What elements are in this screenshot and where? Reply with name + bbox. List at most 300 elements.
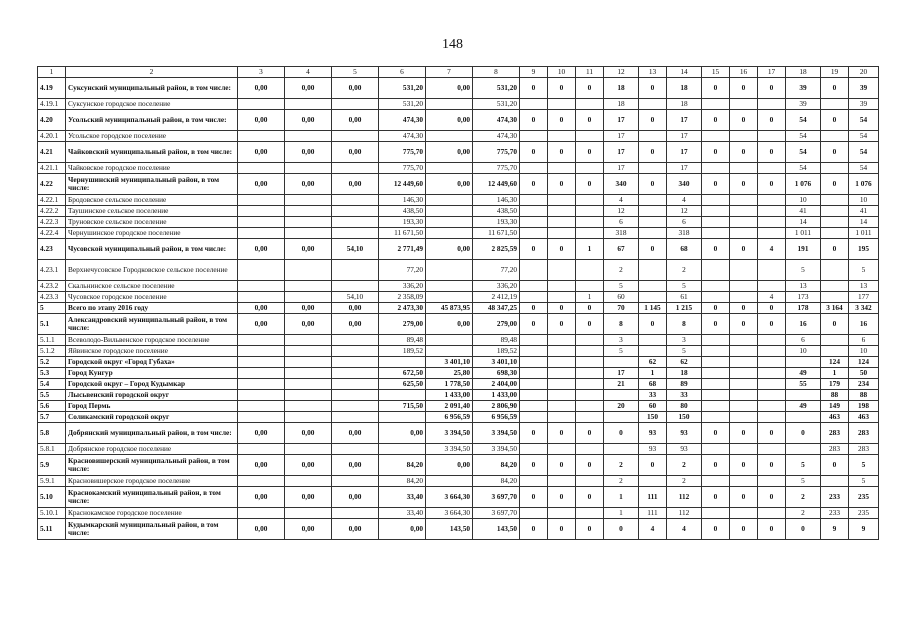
value-cell bbox=[548, 401, 576, 412]
value-cell: 0 bbox=[730, 487, 758, 508]
row-name-cell: Чайковский муниципальный район, в том числе: bbox=[66, 142, 238, 163]
value-cell: 14 bbox=[786, 217, 821, 228]
column-number-cell: 15 bbox=[702, 67, 730, 78]
value-cell bbox=[285, 401, 332, 412]
value-cell: 39 bbox=[786, 78, 821, 99]
value-cell: 1 145 bbox=[639, 303, 667, 314]
value-cell: 17 bbox=[604, 142, 639, 163]
value-cell: 2 806,90 bbox=[473, 401, 520, 412]
value-cell: 0,00 bbox=[285, 519, 332, 540]
value-cell: 6 bbox=[786, 335, 821, 346]
value-cell bbox=[702, 401, 730, 412]
value-cell bbox=[821, 195, 849, 206]
value-cell: 0 bbox=[548, 519, 576, 540]
value-cell: 61 bbox=[667, 292, 702, 303]
row-code-cell: 5.8.1 bbox=[38, 444, 66, 455]
value-cell bbox=[821, 228, 849, 239]
value-cell: 177 bbox=[849, 292, 879, 303]
value-cell bbox=[520, 163, 548, 174]
value-cell: 5 bbox=[786, 260, 821, 281]
value-cell: 17 bbox=[667, 110, 702, 131]
value-cell: 41 bbox=[849, 206, 879, 217]
value-cell: 93 bbox=[639, 423, 667, 444]
value-cell bbox=[730, 163, 758, 174]
column-number-cell: 5 bbox=[332, 67, 379, 78]
value-cell: 3 401,10 bbox=[426, 357, 473, 368]
value-cell: 173 bbox=[786, 292, 821, 303]
value-cell bbox=[639, 335, 667, 346]
value-cell: 4 bbox=[758, 239, 786, 260]
value-cell bbox=[702, 508, 730, 519]
value-cell bbox=[821, 346, 849, 357]
value-cell: 0 bbox=[576, 142, 604, 163]
value-cell: 0 bbox=[758, 110, 786, 131]
value-cell: 0 bbox=[758, 423, 786, 444]
value-cell: 3 394,50 bbox=[426, 444, 473, 455]
value-cell: 45 873,95 bbox=[426, 303, 473, 314]
value-cell: 5 bbox=[604, 281, 639, 292]
table-row bbox=[38, 508, 879, 519]
value-cell bbox=[730, 508, 758, 519]
value-cell bbox=[332, 99, 379, 110]
value-cell bbox=[332, 163, 379, 174]
value-cell: 3 bbox=[604, 335, 639, 346]
value-cell: 54,10 bbox=[332, 239, 379, 260]
value-cell: 54 bbox=[786, 142, 821, 163]
row-code-cell: 5.1 bbox=[38, 314, 66, 335]
value-cell bbox=[426, 217, 473, 228]
value-cell: 0 bbox=[702, 455, 730, 476]
value-cell: 0 bbox=[639, 142, 667, 163]
column-number-cell: 18 bbox=[786, 67, 821, 78]
value-cell: 0 bbox=[730, 142, 758, 163]
row-name-cell: Яйвинское городское поселение bbox=[66, 346, 238, 357]
value-cell bbox=[520, 335, 548, 346]
value-cell bbox=[238, 195, 285, 206]
value-cell: 0,00 bbox=[285, 110, 332, 131]
column-number-cell: 16 bbox=[730, 67, 758, 78]
value-cell: 5 bbox=[786, 455, 821, 476]
value-cell: 0 bbox=[758, 455, 786, 476]
row-name-cell: Город Кунгур bbox=[66, 368, 238, 379]
value-cell: 1 433,00 bbox=[426, 390, 473, 401]
value-cell bbox=[639, 131, 667, 142]
value-cell: 12 449,60 bbox=[473, 174, 520, 195]
value-cell: 54 bbox=[786, 163, 821, 174]
value-cell bbox=[426, 292, 473, 303]
value-cell: 1 215 bbox=[667, 303, 702, 314]
value-cell bbox=[758, 99, 786, 110]
row-code-cell: 4.22 bbox=[38, 174, 66, 195]
value-cell: 0 bbox=[548, 174, 576, 195]
value-cell: 48 347,25 bbox=[473, 303, 520, 314]
value-cell: 0 bbox=[548, 303, 576, 314]
value-cell bbox=[238, 357, 285, 368]
value-cell: 0,00 bbox=[379, 519, 426, 540]
value-cell: 318 bbox=[667, 228, 702, 239]
value-cell: 0 bbox=[548, 110, 576, 131]
value-cell: 0 bbox=[702, 487, 730, 508]
row-name-cell: Городской округ – Город Кудымкар bbox=[66, 379, 238, 390]
value-cell: 18 bbox=[667, 99, 702, 110]
value-cell bbox=[520, 357, 548, 368]
value-cell: 8 bbox=[604, 314, 639, 335]
value-cell bbox=[238, 281, 285, 292]
value-cell: 17 bbox=[604, 163, 639, 174]
value-cell: 438,50 bbox=[473, 206, 520, 217]
column-number-row bbox=[38, 67, 879, 78]
value-cell: 0,00 bbox=[238, 487, 285, 508]
value-cell: 124 bbox=[821, 357, 849, 368]
table-row bbox=[38, 401, 879, 412]
value-cell: 0,00 bbox=[332, 455, 379, 476]
value-cell: 0 bbox=[576, 110, 604, 131]
table-row bbox=[38, 455, 879, 476]
value-cell: 5 bbox=[604, 346, 639, 357]
value-cell bbox=[576, 99, 604, 110]
value-cell: 283 bbox=[821, 444, 849, 455]
row-name-cell: Чусовской муниципальный район, в том числе: bbox=[66, 239, 238, 260]
value-cell bbox=[548, 444, 576, 455]
row-name-cell: Верхнечусовское Городковское сельское поселение bbox=[66, 260, 238, 281]
value-cell: 25,80 bbox=[426, 368, 473, 379]
column-number-cell: 20 bbox=[849, 67, 879, 78]
row-name-cell: Кудымкарский муниципальный район, в том числе: bbox=[66, 519, 238, 540]
value-cell: 1 bbox=[639, 368, 667, 379]
value-cell: 77,20 bbox=[473, 260, 520, 281]
value-cell: 93 bbox=[667, 423, 702, 444]
row-name-cell: Бродовское сельское поселение bbox=[66, 195, 238, 206]
value-cell: 474,30 bbox=[379, 131, 426, 142]
value-cell bbox=[758, 412, 786, 423]
value-cell: 0 bbox=[730, 303, 758, 314]
value-cell bbox=[285, 476, 332, 487]
value-cell bbox=[702, 379, 730, 390]
value-cell bbox=[758, 260, 786, 281]
value-cell: 2 358,09 bbox=[379, 292, 426, 303]
value-cell bbox=[786, 357, 821, 368]
value-cell: 111 bbox=[639, 487, 667, 508]
value-cell: 39 bbox=[849, 78, 879, 99]
value-cell bbox=[332, 228, 379, 239]
value-cell bbox=[548, 195, 576, 206]
value-cell bbox=[576, 390, 604, 401]
value-cell: 234 bbox=[849, 379, 879, 390]
value-cell bbox=[730, 412, 758, 423]
value-cell bbox=[604, 390, 639, 401]
value-cell bbox=[730, 292, 758, 303]
value-cell bbox=[702, 195, 730, 206]
table-row bbox=[38, 99, 879, 110]
value-cell: 0 bbox=[639, 110, 667, 131]
value-cell: 775,70 bbox=[473, 142, 520, 163]
row-code-cell: 5.10.1 bbox=[38, 508, 66, 519]
value-cell: 111 bbox=[639, 508, 667, 519]
value-cell: 33,40 bbox=[379, 487, 426, 508]
table-row bbox=[38, 444, 879, 455]
value-cell: 3 394,50 bbox=[426, 423, 473, 444]
value-cell: 11 671,50 bbox=[379, 228, 426, 239]
value-cell: 0,00 bbox=[238, 519, 285, 540]
value-cell: 0,00 bbox=[426, 314, 473, 335]
value-cell bbox=[730, 346, 758, 357]
value-cell bbox=[426, 163, 473, 174]
row-code-cell: 5.10 bbox=[38, 487, 66, 508]
value-cell bbox=[520, 292, 548, 303]
value-cell: 0 bbox=[821, 239, 849, 260]
row-code-cell: 5.3 bbox=[38, 368, 66, 379]
table-row bbox=[38, 163, 879, 174]
value-cell: 0 bbox=[639, 239, 667, 260]
value-cell: 3 342 bbox=[849, 303, 879, 314]
value-cell bbox=[576, 195, 604, 206]
column-number-cell: 3 bbox=[238, 67, 285, 78]
value-cell bbox=[332, 346, 379, 357]
value-cell bbox=[576, 412, 604, 423]
value-cell: 9 bbox=[849, 519, 879, 540]
value-cell bbox=[548, 131, 576, 142]
value-cell: 2 bbox=[604, 260, 639, 281]
value-cell bbox=[730, 195, 758, 206]
value-cell bbox=[576, 379, 604, 390]
value-cell: 88 bbox=[849, 390, 879, 401]
value-cell bbox=[702, 390, 730, 401]
value-cell bbox=[702, 260, 730, 281]
value-cell: 17 bbox=[604, 131, 639, 142]
value-cell bbox=[576, 401, 604, 412]
value-cell: 0 bbox=[702, 78, 730, 99]
value-cell: 0,00 bbox=[285, 487, 332, 508]
value-cell: 54,10 bbox=[332, 292, 379, 303]
column-number-cell: 8 bbox=[473, 67, 520, 78]
row-name-cell: Таушинское сельское поселение bbox=[66, 206, 238, 217]
value-cell: 0 bbox=[758, 142, 786, 163]
value-cell: 5 bbox=[786, 476, 821, 487]
value-cell bbox=[730, 335, 758, 346]
row-name-cell: Краснокамское городское поселение bbox=[66, 508, 238, 519]
value-cell bbox=[285, 368, 332, 379]
table-row bbox=[38, 260, 879, 281]
value-cell: 0,00 bbox=[426, 78, 473, 99]
row-code-cell: 5.9.1 bbox=[38, 476, 66, 487]
table-row bbox=[38, 412, 879, 423]
value-cell: 0 bbox=[576, 487, 604, 508]
value-cell bbox=[730, 368, 758, 379]
value-cell bbox=[639, 163, 667, 174]
value-cell: 54 bbox=[849, 110, 879, 131]
table-row bbox=[38, 292, 879, 303]
value-cell bbox=[821, 281, 849, 292]
value-cell: 17 bbox=[667, 131, 702, 142]
value-cell: 55 bbox=[786, 379, 821, 390]
value-cell bbox=[285, 163, 332, 174]
value-cell bbox=[758, 368, 786, 379]
row-code-cell: 4.21.1 bbox=[38, 163, 66, 174]
value-cell bbox=[238, 260, 285, 281]
value-cell: 5 bbox=[849, 476, 879, 487]
row-code-cell: 5.2 bbox=[38, 357, 66, 368]
value-cell: 318 bbox=[604, 228, 639, 239]
value-cell: 438,50 bbox=[379, 206, 426, 217]
value-cell: 0 bbox=[702, 174, 730, 195]
value-cell: 193,30 bbox=[379, 217, 426, 228]
value-cell bbox=[285, 281, 332, 292]
value-cell: 0 bbox=[730, 174, 758, 195]
value-cell bbox=[238, 444, 285, 455]
value-cell: 2 bbox=[667, 260, 702, 281]
table-row bbox=[38, 174, 879, 195]
table-row bbox=[38, 206, 879, 217]
value-cell: 531,20 bbox=[379, 99, 426, 110]
value-cell: 0,00 bbox=[285, 78, 332, 99]
row-code-cell: 5.8 bbox=[38, 423, 66, 444]
value-cell bbox=[786, 412, 821, 423]
value-cell: 0,00 bbox=[332, 110, 379, 131]
value-cell bbox=[285, 206, 332, 217]
value-cell bbox=[548, 346, 576, 357]
value-cell: 3 664,30 bbox=[426, 508, 473, 519]
value-cell bbox=[576, 281, 604, 292]
value-cell: 54 bbox=[849, 163, 879, 174]
row-code-cell: 4.23.1 bbox=[38, 260, 66, 281]
value-cell bbox=[702, 346, 730, 357]
value-cell: 0 bbox=[702, 423, 730, 444]
value-cell bbox=[639, 292, 667, 303]
value-cell: 0 bbox=[730, 239, 758, 260]
value-cell bbox=[730, 217, 758, 228]
table-row bbox=[38, 314, 879, 335]
value-cell bbox=[548, 217, 576, 228]
value-cell: 60 bbox=[604, 292, 639, 303]
value-cell bbox=[702, 131, 730, 142]
value-cell: 0 bbox=[730, 110, 758, 131]
value-cell: 5 bbox=[667, 346, 702, 357]
value-cell: 336,20 bbox=[379, 281, 426, 292]
value-cell: 18 bbox=[667, 368, 702, 379]
value-cell: 18 bbox=[604, 99, 639, 110]
value-cell: 80 bbox=[667, 401, 702, 412]
value-cell: 0 bbox=[548, 78, 576, 99]
value-cell: 0 bbox=[730, 455, 758, 476]
value-cell bbox=[426, 228, 473, 239]
value-cell: 4 bbox=[639, 519, 667, 540]
value-cell: 0,00 bbox=[332, 487, 379, 508]
value-cell bbox=[332, 379, 379, 390]
value-cell bbox=[548, 260, 576, 281]
column-number-cell: 9 bbox=[520, 67, 548, 78]
value-cell: 531,20 bbox=[473, 78, 520, 99]
value-cell: 531,20 bbox=[379, 78, 426, 99]
value-cell: 70 bbox=[604, 303, 639, 314]
value-cell bbox=[758, 217, 786, 228]
value-cell: 0 bbox=[702, 519, 730, 540]
row-code-cell: 4.23.3 bbox=[38, 292, 66, 303]
value-cell bbox=[758, 379, 786, 390]
value-cell: 6 bbox=[604, 217, 639, 228]
value-cell: 191 bbox=[786, 239, 821, 260]
value-cell bbox=[702, 228, 730, 239]
value-cell: 18 bbox=[667, 78, 702, 99]
value-cell: 0 bbox=[520, 239, 548, 260]
value-cell: 0 bbox=[639, 314, 667, 335]
row-code-cell: 4.23.2 bbox=[38, 281, 66, 292]
value-cell: 1 076 bbox=[849, 174, 879, 195]
value-cell bbox=[604, 444, 639, 455]
value-cell bbox=[702, 335, 730, 346]
value-cell: 13 bbox=[849, 281, 879, 292]
value-cell: 2 bbox=[604, 476, 639, 487]
row-code-cell: 4.22.3 bbox=[38, 217, 66, 228]
value-cell: 198 bbox=[849, 401, 879, 412]
value-cell bbox=[730, 401, 758, 412]
value-cell bbox=[730, 281, 758, 292]
value-cell bbox=[548, 476, 576, 487]
table-row bbox=[38, 519, 879, 540]
value-cell: 0,00 bbox=[285, 423, 332, 444]
value-cell bbox=[821, 292, 849, 303]
value-cell bbox=[520, 131, 548, 142]
table-row bbox=[38, 131, 879, 142]
value-cell: 0,00 bbox=[285, 174, 332, 195]
value-cell: 33 bbox=[639, 390, 667, 401]
value-cell bbox=[332, 476, 379, 487]
value-cell: 0 bbox=[520, 303, 548, 314]
value-cell: 0,00 bbox=[238, 314, 285, 335]
value-cell: 12 bbox=[667, 206, 702, 217]
value-cell bbox=[730, 206, 758, 217]
value-cell: 283 bbox=[821, 423, 849, 444]
value-cell: 21 bbox=[604, 379, 639, 390]
value-cell: 3 664,30 bbox=[426, 487, 473, 508]
value-cell: 1 bbox=[576, 239, 604, 260]
value-cell bbox=[730, 476, 758, 487]
value-cell bbox=[332, 335, 379, 346]
value-cell bbox=[702, 281, 730, 292]
column-number-cell: 2 bbox=[66, 67, 238, 78]
table-row bbox=[38, 335, 879, 346]
value-cell bbox=[639, 260, 667, 281]
value-cell: 5 bbox=[667, 281, 702, 292]
value-cell bbox=[332, 260, 379, 281]
value-cell: 0 bbox=[702, 314, 730, 335]
table-row bbox=[38, 142, 879, 163]
value-cell bbox=[520, 508, 548, 519]
table-row bbox=[38, 78, 879, 99]
value-cell: 0 bbox=[821, 455, 849, 476]
value-cell bbox=[702, 217, 730, 228]
value-cell bbox=[238, 206, 285, 217]
value-cell: 179 bbox=[821, 379, 849, 390]
column-number-cell: 13 bbox=[639, 67, 667, 78]
value-cell bbox=[576, 444, 604, 455]
value-cell: 0 bbox=[639, 455, 667, 476]
value-cell: 12 bbox=[604, 206, 639, 217]
value-cell: 0 bbox=[821, 78, 849, 99]
value-cell: 474,30 bbox=[379, 110, 426, 131]
value-cell bbox=[379, 412, 426, 423]
value-cell bbox=[285, 508, 332, 519]
row-name-cell: Лысьвенский городской округ bbox=[66, 390, 238, 401]
value-cell bbox=[758, 390, 786, 401]
value-cell: 2 bbox=[667, 476, 702, 487]
table-row bbox=[38, 217, 879, 228]
value-cell bbox=[332, 412, 379, 423]
value-cell: 3 394,50 bbox=[473, 423, 520, 444]
value-cell bbox=[758, 401, 786, 412]
value-cell: 62 bbox=[667, 357, 702, 368]
row-code-cell: 5.9 bbox=[38, 455, 66, 476]
value-cell: 77,20 bbox=[379, 260, 426, 281]
